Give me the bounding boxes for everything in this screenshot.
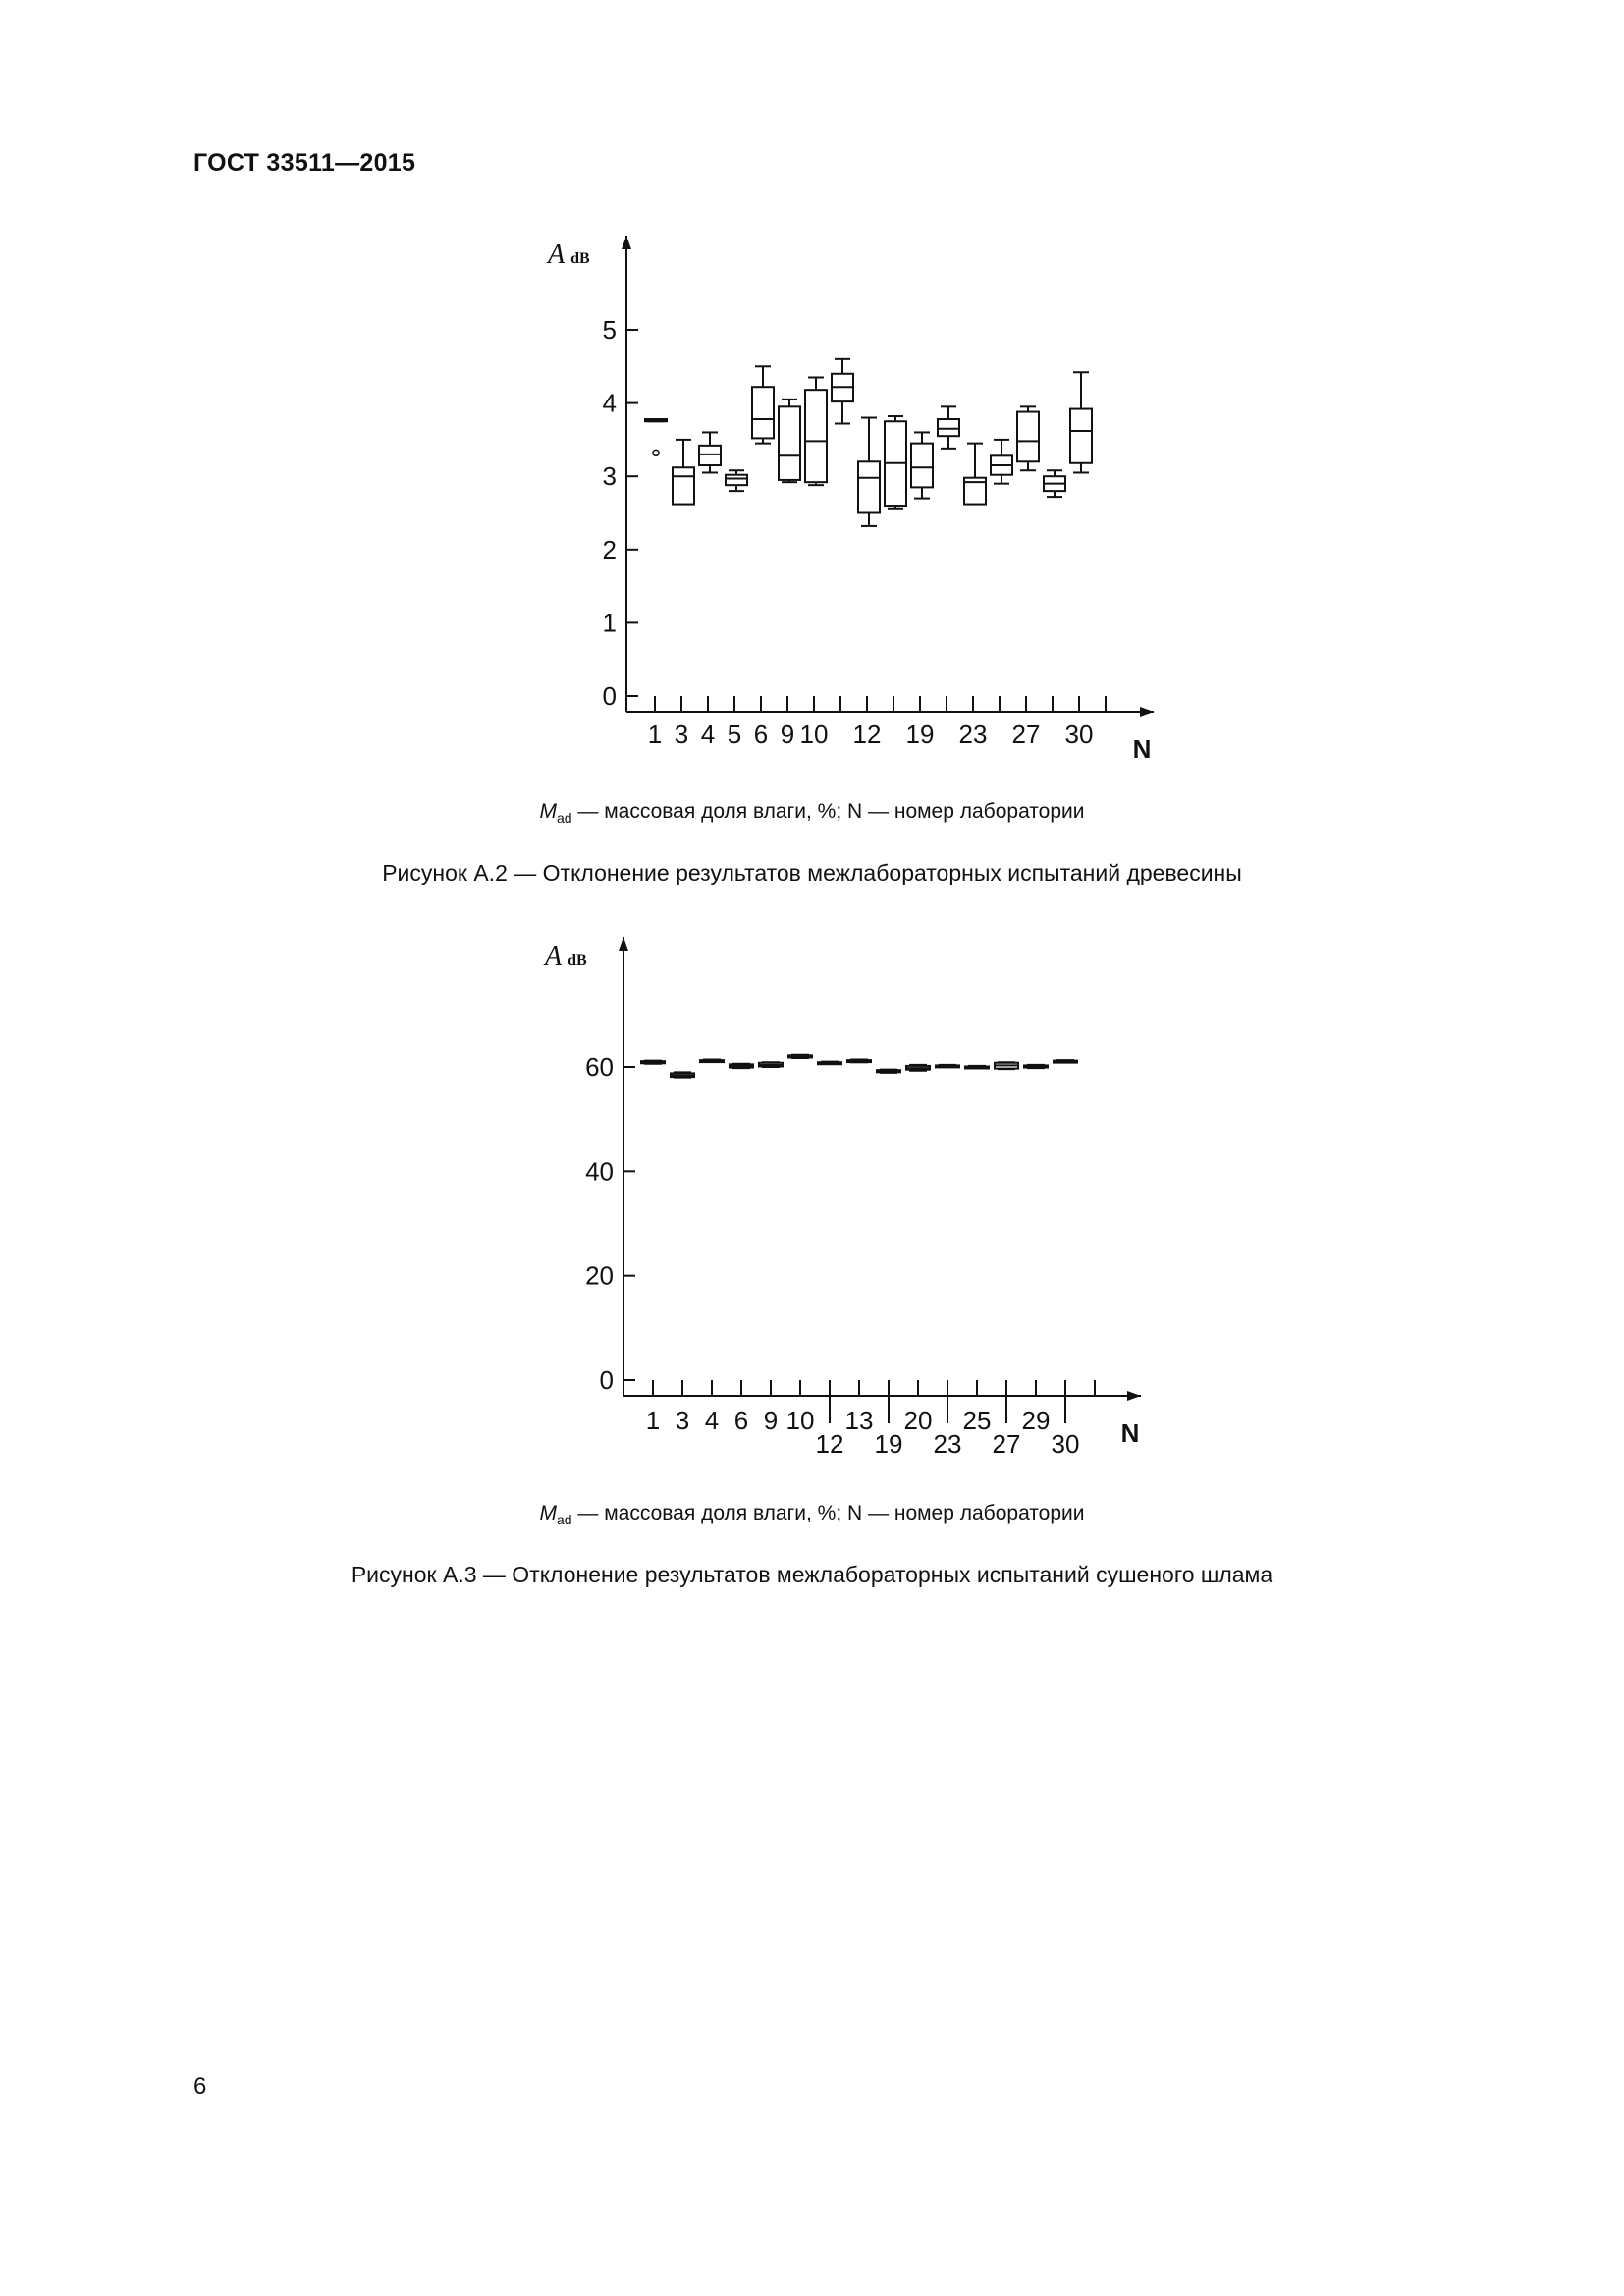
y-tick-label: 4: [602, 388, 617, 418]
note-variable-sub: ad: [556, 1512, 572, 1528]
x-tick-label: 1: [645, 1406, 661, 1435]
box-iqr: [779, 406, 800, 480]
x-axis-title: N: [1132, 734, 1152, 764]
boxplot-chart-a3: [0, 913, 1624, 1472]
x-tick-label: 20: [903, 1406, 933, 1435]
y-tick-label: 5: [602, 315, 617, 345]
box-iqr: [1017, 412, 1039, 462]
box-iqr: [752, 387, 774, 438]
y-tick-label: 1: [602, 608, 617, 638]
x-tick-label: 10: [799, 720, 829, 749]
x-tick-label: 23: [933, 1429, 962, 1459]
figure-a2-note: [0, 800, 1624, 826]
y-axis-arrow: [619, 937, 628, 951]
x-tick-label: 6: [753, 720, 769, 749]
box-iqr: [699, 446, 721, 465]
x-tick-label: 10: [785, 1406, 815, 1435]
y-tick-label: 0: [599, 1365, 614, 1395]
x-tick-label: 4: [700, 720, 716, 749]
x-tick-label: 13: [844, 1406, 874, 1435]
box-iqr: [805, 390, 827, 482]
x-tick-label: 30: [1064, 720, 1094, 749]
y-tick-label: 60: [585, 1052, 614, 1082]
x-axis-arrow: [1127, 1391, 1141, 1401]
x-tick-label: 27: [992, 1429, 1021, 1459]
x-axis-arrow: [1140, 707, 1154, 717]
box-iqr: [673, 467, 694, 504]
y-tick-label: 40: [585, 1156, 614, 1187]
figure-a3-note: [0, 1502, 1624, 1527]
x-tick-label: 25: [962, 1406, 992, 1435]
y-tick-label: 2: [602, 534, 617, 564]
box-outlier: [653, 450, 659, 455]
x-tick-label: 19: [874, 1429, 903, 1459]
y-axis-title: AdB: [548, 240, 590, 270]
y-tick-label: 0: [602, 681, 617, 711]
note-variable: M: [539, 800, 557, 823]
x-tick-label: 23: [958, 720, 988, 749]
y-axis-title: AdB: [545, 941, 587, 972]
x-tick-label: 12: [852, 720, 882, 749]
box-iqr: [858, 461, 880, 512]
document-header: ГОСТ 33511—2015: [193, 149, 416, 177]
x-tick-label: 19: [905, 720, 935, 749]
x-tick-label: 6: [733, 1406, 749, 1435]
figure-a3-caption: Рисунок А.3 — Отклонение результатов межлабораторных испытаний сушеного шлама: [351, 1562, 1273, 1587]
x-tick-label: 12: [815, 1429, 844, 1459]
figure-a2-caption: Рисунок А.2 — Отклонение результатов межлабораторных испытаний древесины: [382, 860, 1242, 885]
x-tick-label: 5: [727, 720, 742, 749]
box-iqr: [726, 475, 747, 485]
box-iqr: [938, 419, 959, 436]
x-tick-label: 9: [780, 720, 795, 749]
note-text: — массовая доля влаги, %; N — номер лаборатории: [571, 1502, 1085, 1524]
note-text: — массовая доля влаги, %; N — номер лаборатории: [571, 800, 1085, 823]
y-axis-arrow: [622, 236, 631, 249]
box-iqr: [1070, 409, 1092, 463]
note-variable: M: [539, 1502, 557, 1524]
x-tick-label: 3: [674, 720, 689, 749]
x-tick-label: 9: [763, 1406, 779, 1435]
boxplot-chart-a2: [0, 216, 1624, 775]
x-tick-label: 29: [1021, 1406, 1051, 1435]
note-variable-sub: ad: [556, 810, 572, 827]
x-tick-label: 4: [704, 1406, 720, 1435]
x-tick-label: 1: [647, 720, 663, 749]
x-axis-title: N: [1120, 1418, 1140, 1448]
y-tick-label: 20: [585, 1260, 614, 1291]
x-tick-label: 3: [675, 1406, 690, 1435]
x-tick-label: 27: [1011, 720, 1041, 749]
page-number: 6: [193, 2073, 207, 2100]
box-iqr: [911, 444, 933, 488]
y-tick-label: 3: [602, 461, 617, 492]
x-tick-label: 30: [1051, 1429, 1080, 1459]
